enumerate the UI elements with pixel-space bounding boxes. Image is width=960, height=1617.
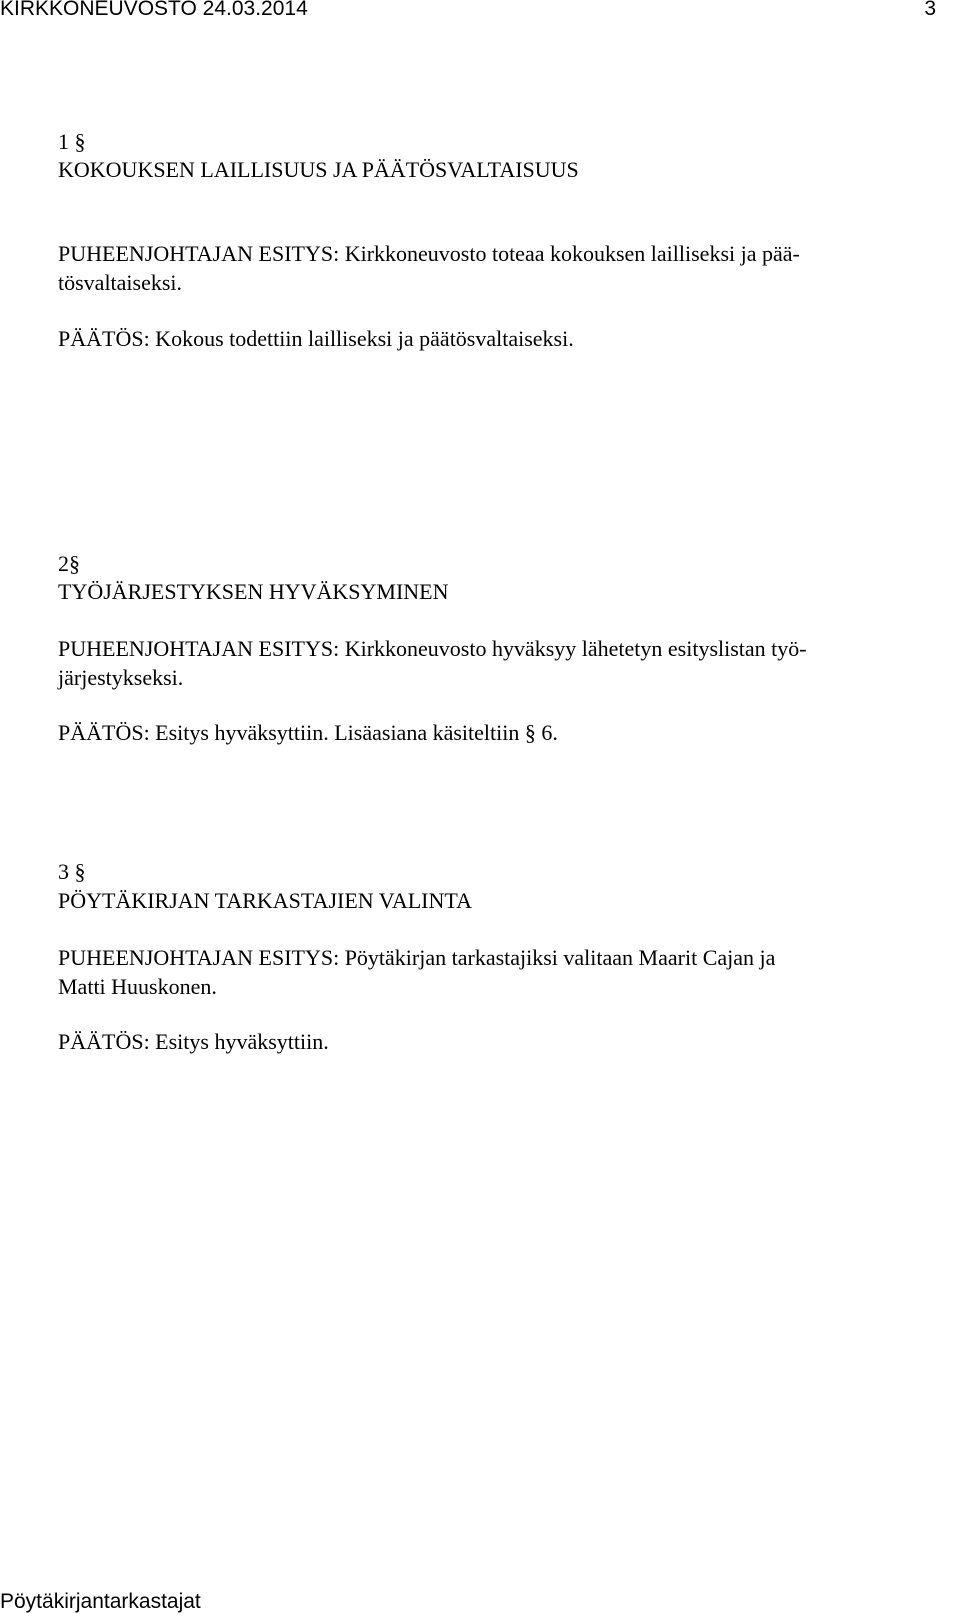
footer-reviewers-label: Pöytäkirjantarkastajat bbox=[0, 1590, 201, 1613]
proposal-line: Matti Huuskonen. bbox=[58, 974, 217, 999]
decision-text: PÄÄTÖS: Esitys hyväksyttiin. bbox=[58, 1029, 329, 1054]
proposal-line: PUHEENJOHTAJAN ESITYS: Kirkkoneuvosto hyväksyy lähetetyn esityslistan työ- bbox=[58, 636, 807, 661]
chair-proposal bbox=[58, 943, 920, 1001]
section-title: TYÖJÄRJESTYKSEN HYVÄKSYMINEN bbox=[58, 579, 449, 604]
decision-text: PÄÄTÖS: Esitys hyväksyttiin. Lisäasiana käsiteltiin § 6. bbox=[58, 720, 558, 745]
section-number: 2§ bbox=[58, 551, 80, 576]
page-header-title: KIRKKONEUVOSTO 24.03.2014 bbox=[0, 0, 308, 20]
chair-proposal bbox=[58, 239, 920, 297]
section-number: 1 § bbox=[58, 129, 86, 154]
section-number: 3 § bbox=[58, 859, 86, 884]
page-number: 3 bbox=[924, 0, 936, 20]
section-title: PÖYTÄKIRJAN TARKASTAJIEN VALINTA bbox=[58, 888, 472, 913]
section-title: KOKOUKSEN LAILLISUUS JA PÄÄTÖSVALTAISUUS bbox=[58, 157, 579, 182]
chair-proposal bbox=[58, 634, 920, 692]
decision-text: PÄÄTÖS: Kokous todettiin lailliseksi ja päätösvaltaiseksi. bbox=[58, 326, 574, 351]
proposal-line: järjestykseksi. bbox=[58, 665, 184, 690]
proposal-line: PUHEENJOHTAJAN ESITYS: Pöytäkirjan tarkastajiksi valitaan Maarit Cajan ja bbox=[58, 945, 776, 970]
proposal-line: PUHEENJOHTAJAN ESITYS: Kirkkoneuvosto toteaa kokouksen lailliseksi ja pää- bbox=[58, 241, 800, 266]
proposal-line: tösvaltaiseksi. bbox=[58, 270, 183, 295]
